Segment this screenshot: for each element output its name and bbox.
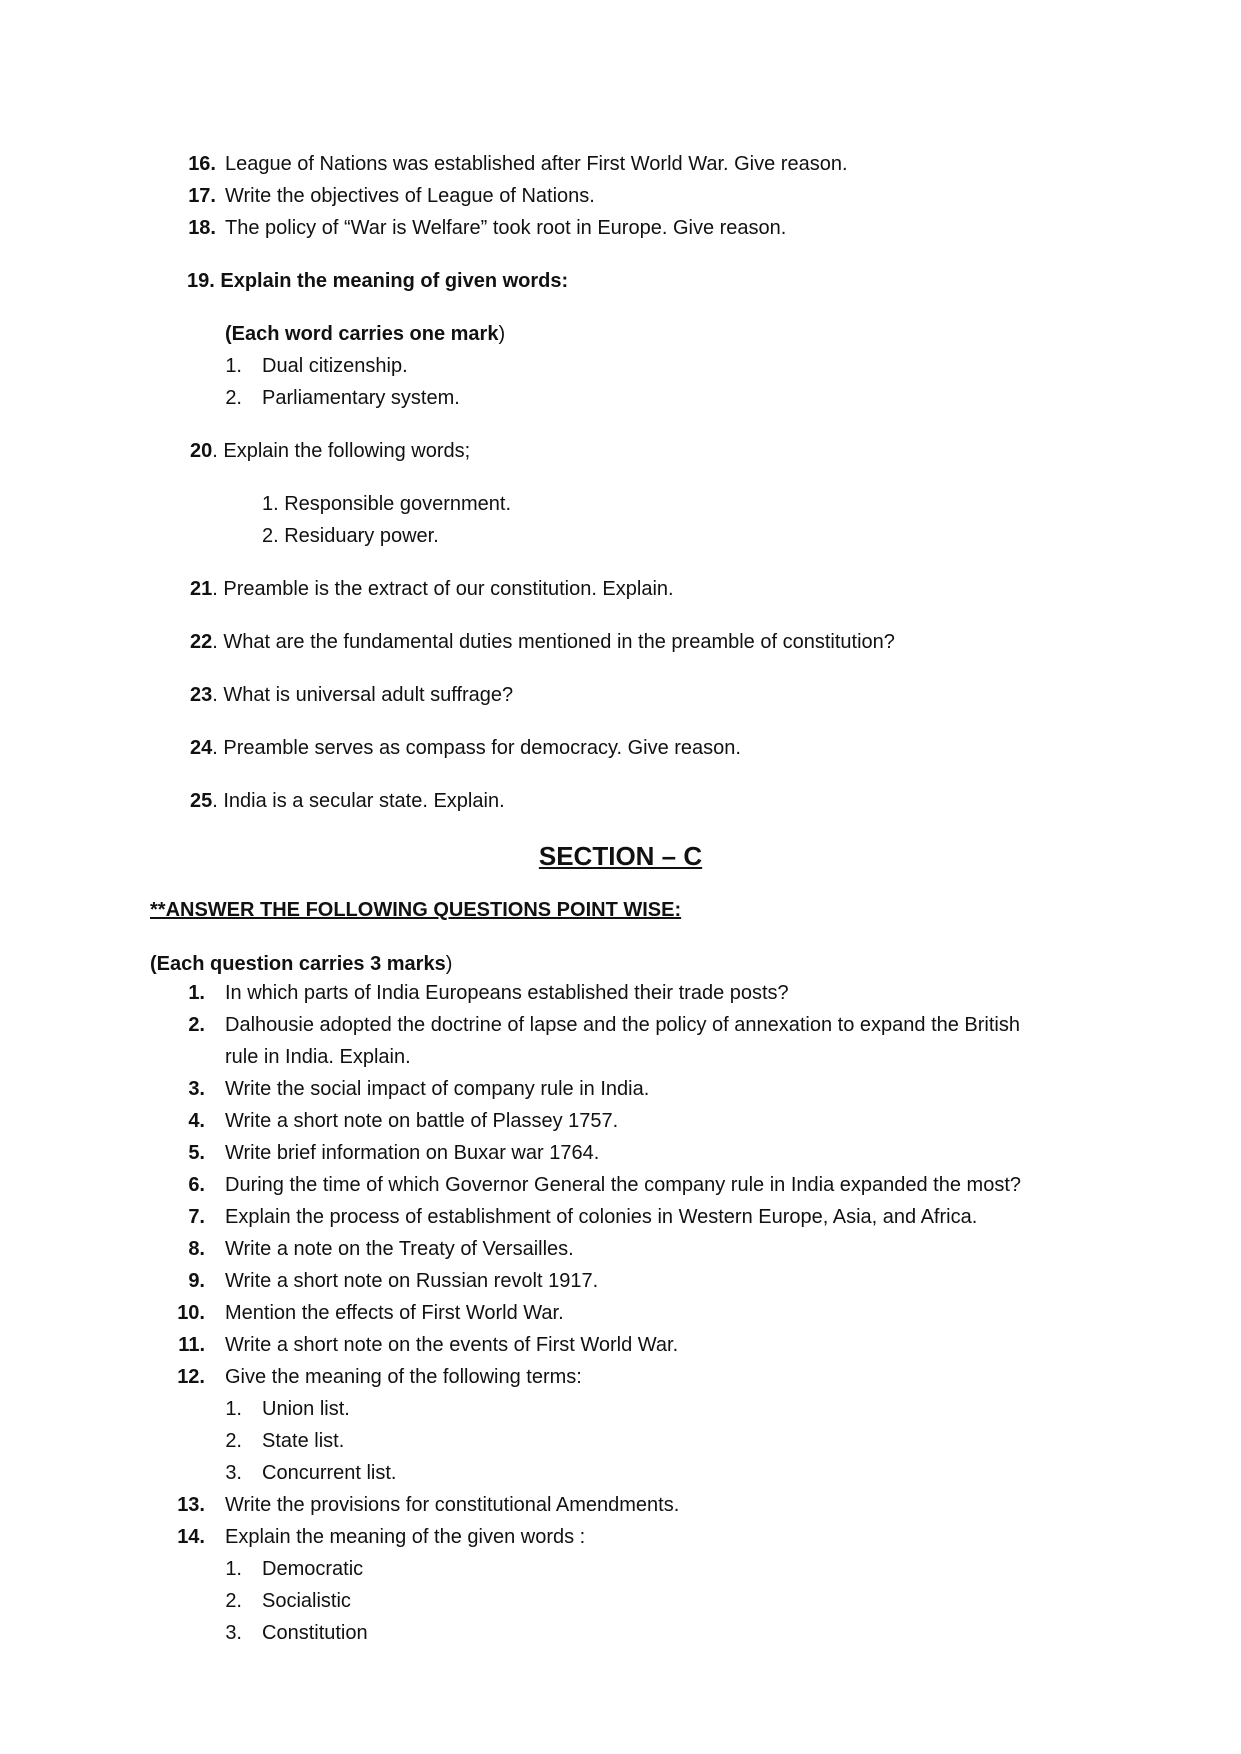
list-text: Concurrent list.	[262, 1462, 397, 1484]
question-number: 21	[190, 578, 213, 600]
question-number: 13.	[177, 1494, 205, 1516]
marks-note-close: )	[445, 953, 453, 975]
list-number: 1.	[225, 1398, 242, 1420]
question-number: 25	[190, 790, 213, 812]
question-number: 14.	[177, 1526, 205, 1548]
question-number: 11.	[178, 1334, 205, 1356]
question-text: . Preamble is the extract of our constitution. Explain.	[212, 578, 674, 600]
question-19-title: 19. Explain the meaning of given words:	[187, 270, 569, 292]
question-number: 4.	[188, 1110, 205, 1132]
question-text: During the time of which Governor General the company rule in India expanded the most?	[225, 1174, 1021, 1196]
question-text: Write a short note on Russian revolt 1917.	[225, 1270, 599, 1292]
question-text: . Explain the following words;	[212, 440, 471, 462]
question-text: League of Nations was established after First World War. Give reason.	[225, 153, 848, 175]
list-text: Dual citizenship.	[262, 355, 408, 377]
question-number: 7.	[188, 1206, 205, 1228]
question-text: Write brief information on Buxar war 1764.	[225, 1142, 600, 1164]
question-20	[190, 438, 470, 464]
list-number: 2.	[225, 1590, 242, 1612]
question-number: 6.	[188, 1174, 205, 1196]
question-number: 8.	[188, 1238, 205, 1260]
question-number: 22	[190, 631, 213, 653]
list-number: 3.	[225, 1462, 242, 1484]
question-text: Dalhousie adopted the doctrine of lapse and the policy of annexation to expand the British	[225, 1014, 1020, 1036]
list-number: 1.	[225, 355, 242, 377]
question-25	[190, 788, 505, 814]
list-item: 2. Residuary power.	[262, 525, 439, 547]
marks-note: (Each question carries 3 marks	[150, 953, 446, 975]
list-text: Socialistic	[262, 1590, 351, 1612]
question-22	[190, 629, 895, 655]
question-number: 12.	[177, 1366, 205, 1388]
question-23	[190, 682, 513, 708]
section-title: SECTION – C	[538, 841, 703, 871]
question-number: 5.	[188, 1142, 205, 1164]
question-text: Write the objectives of League of Nations.	[225, 185, 595, 207]
list-number: 2.	[225, 1430, 242, 1452]
question-text: Write a short note on battle of Plassey 1757.	[225, 1110, 619, 1132]
question-number: 23	[190, 684, 213, 706]
question-number: 2.	[188, 1014, 205, 1036]
question-number: 1.	[188, 982, 205, 1004]
question-text: . Preamble serves as compass for democracy. Give reason.	[212, 737, 741, 759]
question-number: 9.	[188, 1270, 205, 1292]
section-instruction: **ANSWER THE FOLLOWING QUESTIONS POINT WISE:	[150, 899, 682, 921]
list-number: 3.	[225, 1622, 242, 1644]
question-text: Write the social impact of company rule in India.	[225, 1078, 650, 1100]
question-number: 24	[190, 737, 213, 759]
section-marks	[150, 951, 452, 977]
question-text: . India is a secular state. Explain.	[212, 790, 505, 812]
list-text: Parliamentary system.	[262, 387, 460, 409]
list-text: Constitution	[262, 1622, 368, 1644]
question-text: The policy of “War is Welfare” took root in Europe. Give reason.	[225, 217, 787, 239]
list-text: Union list.	[262, 1398, 350, 1420]
question-text: Write a short note on the events of First World War.	[225, 1334, 679, 1356]
question-text: Mention the effects of First World War.	[225, 1302, 564, 1324]
marks-note: (Each word carries one mark	[225, 323, 499, 345]
question-number: 16.	[188, 153, 216, 175]
question-24	[190, 735, 741, 761]
list-text: Democratic	[262, 1558, 364, 1580]
question-text: . What is universal adult suffrage?	[212, 684, 514, 706]
question-text-continued: rule in India. Explain.	[225, 1046, 411, 1068]
question-19-marks	[225, 321, 505, 347]
list-text: State list.	[262, 1430, 345, 1452]
question-text: In which parts of India Europeans established their trade posts?	[225, 982, 789, 1004]
list-item: 1. Responsible government.	[262, 493, 512, 515]
question-text: Write a note on the Treaty of Versailles.	[225, 1238, 574, 1260]
question-number: 17.	[188, 185, 216, 207]
question-number: 18.	[188, 217, 216, 239]
question-text: Explain the process of establishment of colonies in Western Europe, Asia, and Africa.	[225, 1206, 978, 1228]
question-number: 20	[190, 440, 213, 462]
question-text: . What are the fundamental duties mentioned in the preamble of constitution?	[212, 631, 895, 653]
list-number: 1.	[225, 1558, 242, 1580]
question-text: Explain the meaning of the given words :	[225, 1526, 586, 1548]
question-text: Write the provisions for constitutional Amendments.	[225, 1494, 680, 1516]
list-number: 2.	[225, 387, 242, 409]
marks-note-close: )	[498, 323, 506, 345]
question-text: Give the meaning of the following terms:	[225, 1366, 582, 1388]
question-number: 10.	[177, 1302, 205, 1324]
question-21	[190, 576, 674, 602]
question-number: 3.	[188, 1078, 205, 1100]
